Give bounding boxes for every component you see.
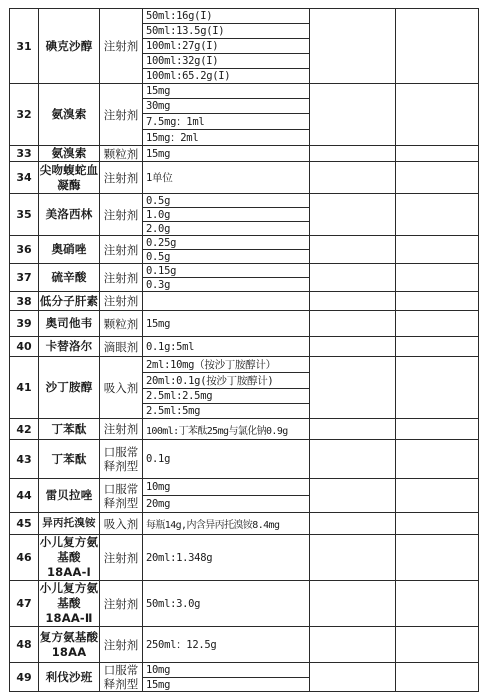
drug-name: 奥司他韦 <box>39 311 100 337</box>
table-row <box>10 311 479 337</box>
empty-cell <box>396 581 479 627</box>
spec-cell: 1单位 <box>143 162 310 194</box>
empty-cell <box>396 146 479 162</box>
dosage-form: 口服常释剂型 <box>100 440 143 479</box>
spec-cell: 2ml:10mg（按沙丁胺醇计） <box>143 357 310 373</box>
row-number: 49 <box>10 663 39 692</box>
empty-cell <box>396 627 479 663</box>
empty-cell <box>396 440 479 479</box>
table-row <box>10 627 479 663</box>
empty-cell <box>310 292 396 311</box>
spec-cell: 0.5g <box>143 250 310 264</box>
drug-name: 小儿复方氨基酸18AA-Ⅰ <box>39 535 99 579</box>
drug-name: 异丙托溴铵 <box>39 513 100 535</box>
spec-cell: 每瓶14g,内含异丙托溴铵8.4mg <box>143 513 310 535</box>
spec-cell: 15mg：2ml <box>143 130 310 146</box>
spec-cell: 2.5ml:2.5mg <box>143 389 310 404</box>
spec-cell: 20mg <box>143 496 310 513</box>
spec-cell: 100ml:丁苯酞25mg与氯化钠0.9g <box>143 419 310 440</box>
empty-cell <box>396 9 479 84</box>
spec-cell: 1.0g <box>143 208 310 222</box>
empty-cell <box>396 311 479 337</box>
table-row <box>10 9 479 24</box>
table-row <box>10 292 479 311</box>
empty-cell <box>396 264 479 292</box>
dosage-form: 吸入剂 <box>100 357 143 419</box>
dosage-form: 注射剂 <box>100 535 143 581</box>
spec-cell: 10mg <box>143 663 310 678</box>
empty-cell <box>396 337 479 357</box>
row-number: 44 <box>10 479 39 513</box>
spec-cell: 250ml：12.5g <box>143 627 310 663</box>
drug-name: 雷贝拉唑 <box>39 479 100 513</box>
empty-cell <box>396 513 479 535</box>
spec-cell: 50ml:13.5g(I) <box>143 24 310 39</box>
table-row <box>10 264 479 278</box>
row-number: 42 <box>10 419 39 440</box>
dosage-form: 注射剂 <box>100 194 143 236</box>
dosage-form: 注射剂 <box>100 9 143 84</box>
dosage-form: 颗粒剂 <box>100 311 143 337</box>
row-number: 32 <box>10 84 39 146</box>
spec-cell: 100ml:27g(I) <box>143 39 310 54</box>
dosage-form: 滴眼剂 <box>100 337 143 357</box>
drug-name: 丁苯酞 <box>39 440 100 479</box>
dosage-form: 注射剂 <box>100 581 143 627</box>
dosage-form: 注射剂 <box>100 627 143 663</box>
row-number: 36 <box>10 236 39 264</box>
row-number: 35 <box>10 194 39 236</box>
empty-cell <box>396 162 479 194</box>
dosage-form: 注射剂 <box>100 264 143 292</box>
drug-name: 美洛西林 <box>39 194 100 236</box>
spec-cell: 100ml:65.2g(I) <box>143 69 310 84</box>
empty-cell <box>310 479 396 513</box>
row-number: 43 <box>10 440 39 479</box>
spec-cell: 2.5ml:5mg <box>143 404 310 419</box>
table-row <box>10 479 479 496</box>
row-number: 39 <box>10 311 39 337</box>
spec-cell: 2.0g <box>143 222 310 236</box>
empty-cell <box>310 194 396 236</box>
row-number: 46 <box>10 535 39 581</box>
spec-cell: 0.1g:5ml <box>143 337 310 357</box>
drug-name: 利伐沙班 <box>39 663 100 692</box>
drug-name: 丁苯酞 <box>39 419 100 440</box>
spec-cell: 15mg <box>143 678 310 692</box>
table-row <box>10 513 479 535</box>
empty-cell <box>310 146 396 162</box>
spec-cell: 7.5mg：1ml <box>143 114 310 130</box>
drug-name: 碘克沙醇 <box>39 9 100 84</box>
table-row <box>10 581 479 627</box>
drug-name: 氨溴索 <box>39 84 100 146</box>
empty-cell <box>310 440 396 479</box>
empty-cell <box>310 663 396 692</box>
drug-name: 低分子肝素 <box>39 292 100 311</box>
spec-cell <box>143 292 310 311</box>
empty-cell <box>310 84 396 146</box>
row-number: 33 <box>10 146 39 162</box>
empty-cell <box>310 419 396 440</box>
table-row <box>10 146 479 162</box>
table-row <box>10 194 479 208</box>
table-row <box>10 236 479 250</box>
drug-name: 沙丁胺醇 <box>39 357 100 419</box>
empty-cell <box>396 479 479 513</box>
empty-cell <box>396 194 479 236</box>
empty-cell <box>310 311 396 337</box>
empty-cell <box>396 419 479 440</box>
empty-cell <box>310 9 396 84</box>
drug-name: 氨溴索 <box>39 146 100 162</box>
table-row <box>10 440 479 479</box>
spec-cell: 15mg <box>143 311 310 337</box>
row-number: 48 <box>10 627 39 663</box>
row-number: 31 <box>10 9 39 84</box>
dosage-form: 注射剂 <box>100 292 143 311</box>
row-number: 40 <box>10 337 39 357</box>
spec-cell: 0.25g <box>143 236 310 250</box>
table-row <box>10 663 479 678</box>
empty-cell <box>310 264 396 292</box>
dosage-form: 注射剂 <box>100 419 143 440</box>
dosage-form: 吸入剂 <box>100 513 143 535</box>
empty-cell <box>310 357 396 419</box>
empty-cell <box>310 337 396 357</box>
empty-cell <box>310 236 396 264</box>
spec-cell: 0.1g <box>143 440 310 479</box>
drug-name: 硫辛酸 <box>39 264 100 292</box>
table-row <box>10 162 479 194</box>
empty-cell <box>396 84 479 146</box>
spec-cell: 15mg <box>143 84 310 99</box>
table-row <box>10 337 479 357</box>
table-row <box>10 84 479 99</box>
empty-cell <box>310 535 396 581</box>
spec-cell: 0.15g <box>143 264 310 278</box>
spec-cell: 20ml:1.348g <box>143 535 310 581</box>
table-row <box>10 419 479 440</box>
drug-name: 奥硝唑 <box>39 236 100 264</box>
empty-cell <box>396 535 479 581</box>
row-number: 47 <box>10 581 39 627</box>
empty-cell <box>310 627 396 663</box>
spec-cell: 20ml:0.1g(按沙丁胺醇计) <box>143 373 310 389</box>
dosage-form: 注射剂 <box>100 84 143 146</box>
row-number: 37 <box>10 264 39 292</box>
spec-cell: 10mg <box>143 479 310 496</box>
spec-cell: 0.3g <box>143 278 310 292</box>
spec-cell: 100ml:32g(I) <box>143 54 310 69</box>
row-number: 34 <box>10 162 39 194</box>
row-number: 41 <box>10 357 39 419</box>
empty-cell <box>396 663 479 692</box>
spec-cell: 50ml:3.0g <box>143 581 310 627</box>
drug-name: 小儿复方氨基酸18AA-Ⅱ <box>39 581 99 625</box>
drug-name: 卡替洛尔 <box>39 337 100 357</box>
spec-cell: 50ml:16g(I) <box>143 9 310 24</box>
table-row <box>10 535 479 581</box>
drug-name: 尖吻蝮蛇血凝酶 <box>39 162 99 192</box>
empty-cell <box>310 581 396 627</box>
drug-list-table <box>9 8 479 692</box>
row-number: 45 <box>10 513 39 535</box>
dosage-form: 口服常释剂型 <box>100 663 143 692</box>
spec-cell: 15mg <box>143 146 310 162</box>
drug-name: 复方氨基酸18AA <box>39 627 100 663</box>
dosage-form: 注射剂 <box>100 236 143 264</box>
spec-cell: 30mg <box>143 99 310 114</box>
empty-cell <box>310 513 396 535</box>
empty-cell <box>310 162 396 194</box>
row-number: 38 <box>10 292 39 311</box>
table-row <box>10 357 479 373</box>
dosage-form: 注射剂 <box>100 162 143 194</box>
dosage-form: 颗粒剂 <box>100 146 143 162</box>
empty-cell <box>396 357 479 419</box>
empty-cell <box>396 236 479 264</box>
spec-cell: 0.5g <box>143 194 310 208</box>
empty-cell <box>396 292 479 311</box>
dosage-form: 口服常释剂型 <box>100 479 143 513</box>
